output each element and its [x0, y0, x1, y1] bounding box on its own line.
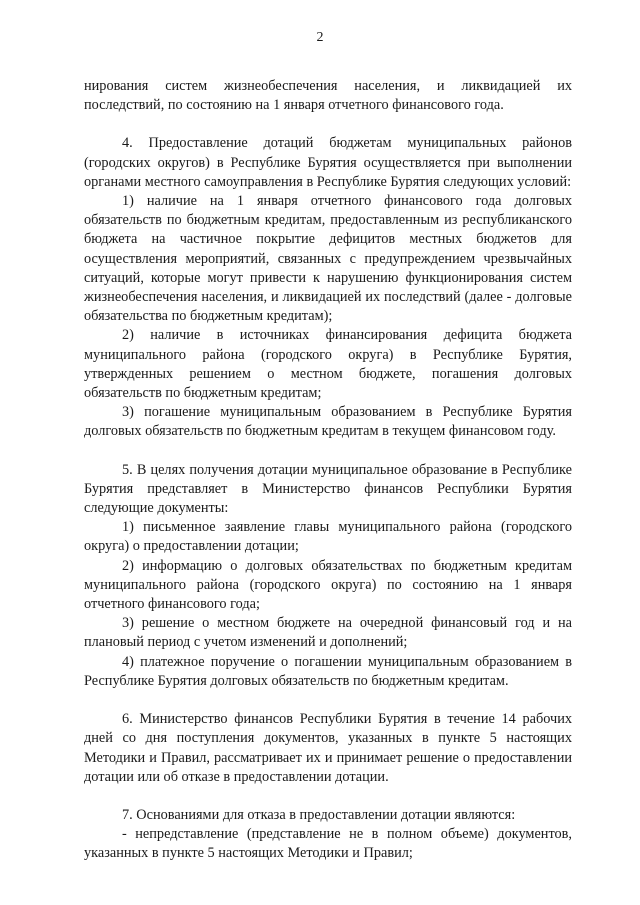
- paragraph-condition-1: 1) наличие на 1 января отчетного финансового года долговых обязательств по бюджетным кредитам, предоставленным из республиканского бюджета на частичное покрытие дефицитов местных бюджетов для осуществления мероприятий, связанных с предупреждением чрезвычайных ситуаций, которые могут привести к нарушению функционирования систем жизнеобеспечения населения, и ликвидацией их последствий (далее - долговые обязательства по бюджетным кредитам);: [84, 193, 572, 325]
- paragraph-item-7: 7. Основаниями для отказа в предоставлении дотации являются:: [122, 806, 516, 823]
- paragraph-item-5: 5. В целях получения дотации муниципальное образование в Республике Бурятия представляет в Министерство финансов Республики Бурятия следующие документы:: [84, 461, 572, 517]
- paragraph-item-6: 6. Министерство финансов Республики Бурятия в течение 14 рабочих дней со дня поступления документов, указанных в пункте 5 настоящих Методики и Правил, рассматривает их и принимает решение о предоставлении дотации или об отказе в предоставлении дотации.: [84, 711, 572, 785]
- paragraph-document-2: 2) информацию о долговых обязательствах по бюджетным кредитам муниципального района (городского округа) по состоянию на 1 января отчетного финансового года;: [84, 557, 572, 613]
- paragraph-document-3: 3) решение о местном бюджете на очередной финансовый год и на плановый период с учетом изменений и дополнений;: [84, 615, 572, 651]
- paragraph-document-1: 1) письменное заявление главы муниципального района (городского округа) о предоставлении дотации;: [84, 519, 572, 555]
- paragraph-condition-3: 3) погашение муниципальным образованием в Республике Бурятия долговых обязательств по бюджетным кредитам в текущем финансовом году.: [84, 404, 572, 440]
- page-number: 2: [316, 30, 324, 45]
- paragraph-condition-2: 2) наличие в источниках финансирования дефицита бюджета муниципального района (городского округа) в Республике Бурятия, утвержденных решением о местном бюджете, погашения долговых обязательств по бюджетным кредитам;: [84, 327, 572, 402]
- paragraph-document-4: 4) платежное поручение о погашении муниципальным образованием в Республике Бурятия долговых обязательств по бюджетным кредитам.: [84, 653, 572, 689]
- paragraph-refusal-ground-1: - непредставление (представление не в полном объеме) документов, указанных в пункте 5 настоящих Методики и Правил;: [84, 826, 572, 862]
- paragraph-continuation: нирования систем жизнеобеспечения населения, и ликвидацией их последствий, по состоянию на 1 января отчетного финансового года.: [84, 78, 572, 114]
- document-body: [84, 77, 572, 864]
- paragraph-item-4: 4. Предоставление дотаций бюджетам муниципальных районов (городских округов) в Республике Бурятия осуществляется при выполнении органами местного самоуправления в Республике Бурятия следующих условий:: [84, 135, 572, 190]
